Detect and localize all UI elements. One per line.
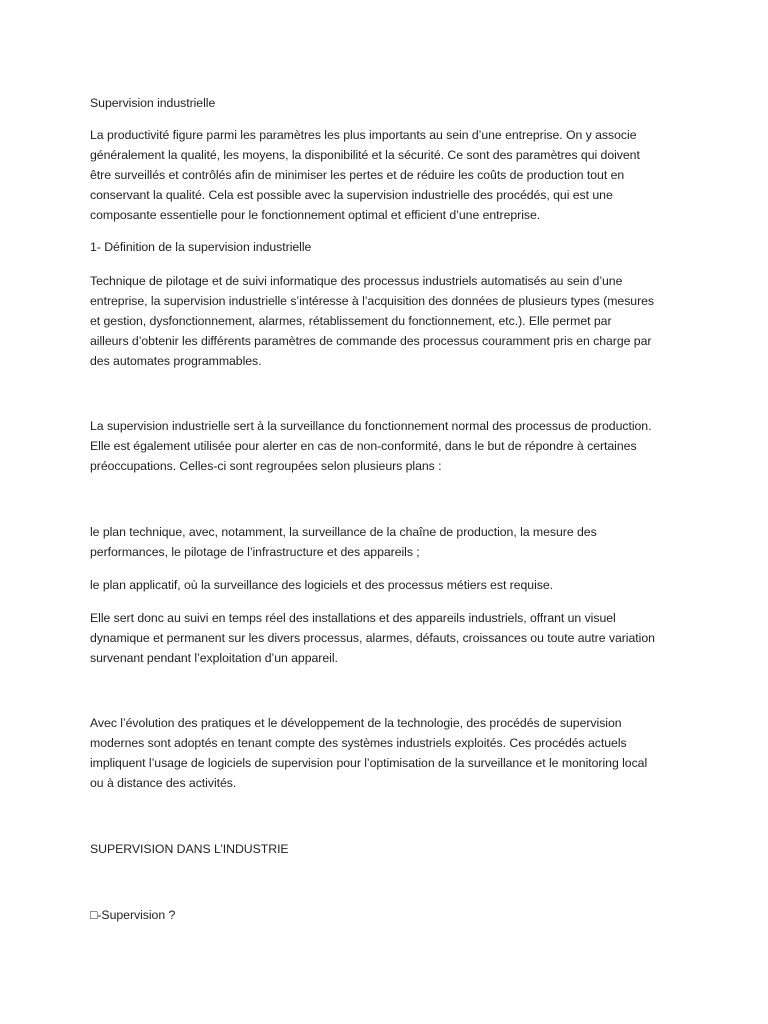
paragraph-line: survenant pendant l’exploitation d’un appareil. (90, 651, 338, 665)
missing-glyph-icon: □ (90, 908, 98, 922)
paragraph-line: Technique de pilotage et de suivi informatique des processus industriels automatisés au sein d’une (90, 274, 623, 288)
paragraph-line: impliquent l’usage de logiciels de supervision pour l’optimisation de la surveillance et le monitoring local (90, 756, 648, 770)
definition-paragraph (90, 271, 690, 371)
paragraph-line: dynamique et permanent sur les divers processus, alarmes, défauts, croissances ou toute autre variation (90, 631, 655, 645)
paragraph-line: Elle sert donc au suivi en temps réel des installations et des appareils industriels, offrant un visuel (90, 611, 616, 625)
paragraph-line: ailleurs d’obtenir les différents paramètres de commande des processus couramment pris en charge par (90, 334, 652, 348)
paragraph-line: le plan technique, avec, notamment, la surveillance de la chaîne de production, la mesure des (90, 525, 597, 539)
paragraph-line: le plan applicatif, où la surveillance des logiciels et des processus métiers est requise. (90, 578, 554, 592)
intro-paragraph (90, 125, 690, 225)
document-title: Supervision industrielle (90, 96, 216, 110)
paragraph-line: préoccupations. Celles-ci sont regroupées selon plusieurs plans : (90, 459, 442, 473)
paragraph-line: conservant la qualité. Cela est possible avec la supervision industrielle des procédés, qui est une (90, 188, 613, 202)
paragraph-line: entreprise, la supervision industrielle s’intéresse à l’acquisition des données de plusieurs types (mesures (90, 294, 655, 308)
paragraph-line: composante essentielle pour le fonctionnement optimal et efficient d’une entreprise. (90, 208, 541, 222)
paragraph-line: des automates programmables. (90, 354, 262, 368)
paragraph-line: La supervision industrielle sert à la surveillance du fonctionnement normal des processus de production. (90, 419, 652, 433)
paragraph-line: performances, le pilotage de l’infrastructure et des appareils ; (90, 545, 420, 559)
paragraph-line: Avec l’évolution des pratiques et le développement de la technologie, des procédés de supervision (90, 716, 622, 730)
paragraph-line: Elle est également utilisée pour alerter en cas de non-conformité, dans le but de répondre à certaines (90, 439, 637, 453)
paragraph-line: modernes sont adoptés en tenant compte des systèmes industriels exploités. Ces procédés actuels (90, 736, 627, 750)
surveillance-paragraph (90, 416, 690, 476)
paragraph-line: ou à distance des activités. (90, 776, 237, 790)
plan-technique-paragraph (90, 522, 690, 562)
paragraph-line: et gestion, dysfonctionnement, alarmes, rétablissement du fonctionnement, etc.). Elle permet par (90, 314, 612, 328)
section-heading-industrie: SUPERVISION DANS L’INDUSTRIE (90, 842, 289, 856)
question-line (90, 905, 690, 925)
question-text: -Supervision ? (97, 908, 176, 922)
plan-applicatif-paragraph (90, 575, 690, 595)
section-heading-definition: 1- Définition de la supervision industrielle (90, 240, 312, 254)
paragraph-line: être surveillés et contrôlés afin de minimiser les pertes et de réduire les coûts de production tout en (90, 168, 625, 182)
paragraph-line: généralement la qualité, les moyens, la disponibilité et la sécurité. Ce sont des paramètres qui doivent (90, 148, 640, 162)
evolution-paragraph (90, 713, 690, 793)
paragraph-line: La productivité figure parmi les paramètres les plus importants au sein d’une entreprise. On y associe (90, 128, 637, 142)
suivi-paragraph (90, 608, 690, 668)
